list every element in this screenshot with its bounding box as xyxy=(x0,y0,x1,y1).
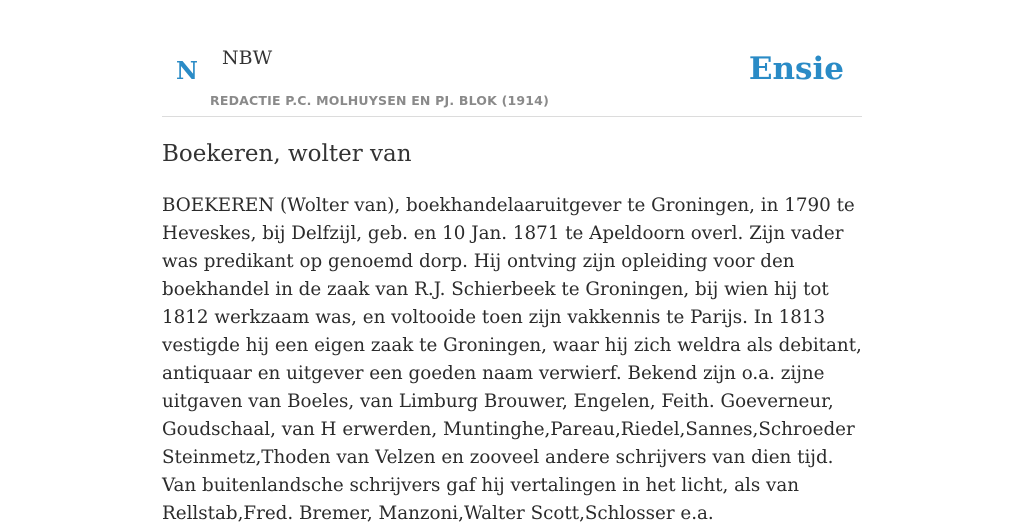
brand-logo-link[interactable]: Ensie xyxy=(748,51,844,87)
page-header xyxy=(162,0,862,117)
article-body: BOEKEREN (Wolter van), boekhandelaaruitgever te Groningen, in 1790 te Heveskes, bij Delfzijl, geb. en 10 Jan. 1871 te Apeldoorn overl. Zijn vader was predikant op genoemd dorp. Hij ontving zijn opleiding voor den boekhandel in de zaak van R.J. Schierbeek te Groningen, bij wien hij tot 1812 werkzaam was, en voltooide toen zijn vakkennis te Parijs. In 1813 vestigde hij een eigen zaak te Groningen, waar hij zich weldra als debitant, antiquaar en uitgever een goeden naam verwierf. Bekend zijn o.a. zijne uitgaven van Boeles, van Limburg Brouwer, Engelen, Feith. Goeverneur, Goudschaal, van H erwerden, Muntinghe,Pareau,Riedel,Sannes,Schroeder Steinmetz,Thoden van Velzen en zooveel andere schrijvers van dien tijd. Van buitenlandsche schrijvers gaf hij vertalingen in het licht, als van Rellstab,Fred. Bremer, Manzoni,Walter Scott,Schlosser e.a. xyxy=(162,195,862,524)
source-subtitle: REDACTIE P.C. MOLHUYSEN EN PJ. BLOK (1914) xyxy=(210,93,549,108)
source-logo: N xyxy=(176,56,198,85)
article-title: Boekeren, wolter van xyxy=(162,141,412,167)
source-title[interactable]: NBW xyxy=(222,47,273,69)
